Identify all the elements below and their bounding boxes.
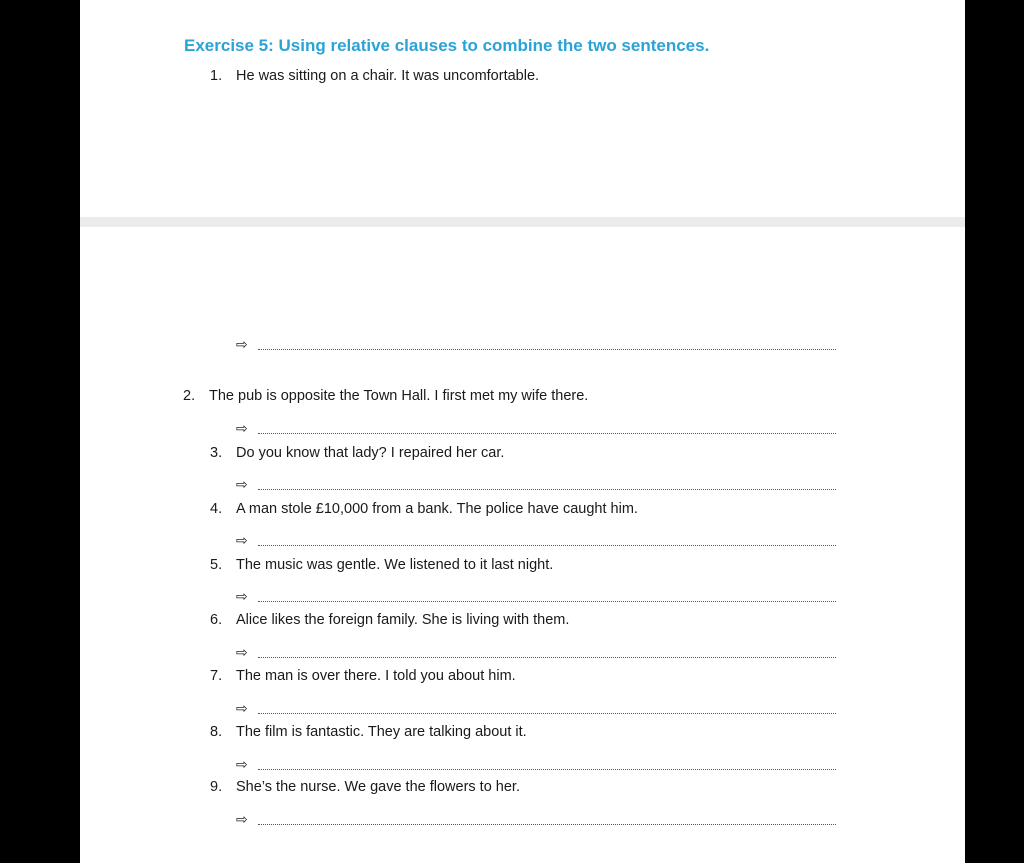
question-text: A man stole £10,000 from a bank. The police have caught him. bbox=[236, 501, 638, 517]
question-number: 8. bbox=[210, 724, 223, 740]
question-1 bbox=[210, 68, 539, 84]
page-break bbox=[80, 217, 965, 227]
dotted-line bbox=[258, 769, 836, 770]
question-text: Do you know that lady? I repaired her car. bbox=[236, 445, 505, 461]
question-6 bbox=[210, 612, 569, 628]
answer-line-6[interactable] bbox=[236, 644, 836, 660]
question-2 bbox=[183, 388, 588, 404]
question-5 bbox=[210, 557, 553, 573]
answer-line-3[interactable] bbox=[236, 476, 836, 492]
arrow-icon: ⇨ bbox=[236, 644, 248, 660]
question-number: 2. bbox=[183, 388, 196, 404]
arrow-icon: ⇨ bbox=[236, 420, 248, 436]
question-9 bbox=[210, 779, 520, 795]
arrow-icon: ⇨ bbox=[236, 588, 248, 604]
question-8 bbox=[210, 724, 527, 740]
question-4 bbox=[210, 501, 638, 517]
dotted-line bbox=[258, 489, 836, 490]
dotted-line bbox=[258, 657, 836, 658]
question-number: 9. bbox=[210, 779, 223, 795]
dotted-line bbox=[258, 713, 836, 714]
answer-line-2[interactable] bbox=[236, 420, 836, 436]
dotted-line bbox=[258, 545, 836, 546]
question-text: The film is fantastic. They are talking about it. bbox=[236, 724, 527, 740]
question-number: 7. bbox=[210, 668, 223, 684]
dotted-line bbox=[258, 349, 836, 350]
arrow-icon: ⇨ bbox=[236, 700, 248, 716]
arrow-icon: ⇨ bbox=[236, 756, 248, 772]
question-text: Alice likes the foreign family. She is living with them. bbox=[236, 612, 570, 628]
question-7 bbox=[210, 668, 516, 684]
question-text: The music was gentle. We listened to it last night. bbox=[236, 557, 554, 573]
question-number: 4. bbox=[210, 501, 223, 517]
answer-line-1[interactable] bbox=[236, 336, 836, 352]
answer-line-4[interactable] bbox=[236, 532, 836, 548]
exercise-title: Exercise 5: Using relative clauses to combine the two sentences. bbox=[184, 36, 710, 55]
question-3 bbox=[210, 445, 504, 461]
answer-line-5[interactable] bbox=[236, 588, 836, 604]
arrow-icon: ⇨ bbox=[236, 476, 248, 492]
arrow-icon: ⇨ bbox=[236, 811, 248, 827]
question-number: 1. bbox=[210, 68, 223, 84]
answer-line-9[interactable] bbox=[236, 811, 836, 827]
question-number: 6. bbox=[210, 612, 223, 628]
question-number: 3. bbox=[210, 445, 223, 461]
answer-line-7[interactable] bbox=[236, 700, 836, 716]
question-text: He was sitting on a chair. It was uncomfortable. bbox=[236, 68, 540, 84]
dotted-line bbox=[258, 601, 836, 602]
answer-line-8[interactable] bbox=[236, 756, 836, 772]
question-text: The man is over there. I told you about him. bbox=[236, 668, 516, 684]
arrow-icon: ⇨ bbox=[236, 336, 248, 352]
arrow-icon: ⇨ bbox=[236, 532, 248, 548]
question-text: The pub is opposite the Town Hall. I first met my wife there. bbox=[209, 388, 589, 404]
dotted-line bbox=[258, 433, 836, 434]
question-number: 5. bbox=[210, 557, 223, 573]
dotted-line bbox=[258, 824, 836, 825]
question-text: She’s the nurse. We gave the flowers to her. bbox=[236, 779, 520, 795]
